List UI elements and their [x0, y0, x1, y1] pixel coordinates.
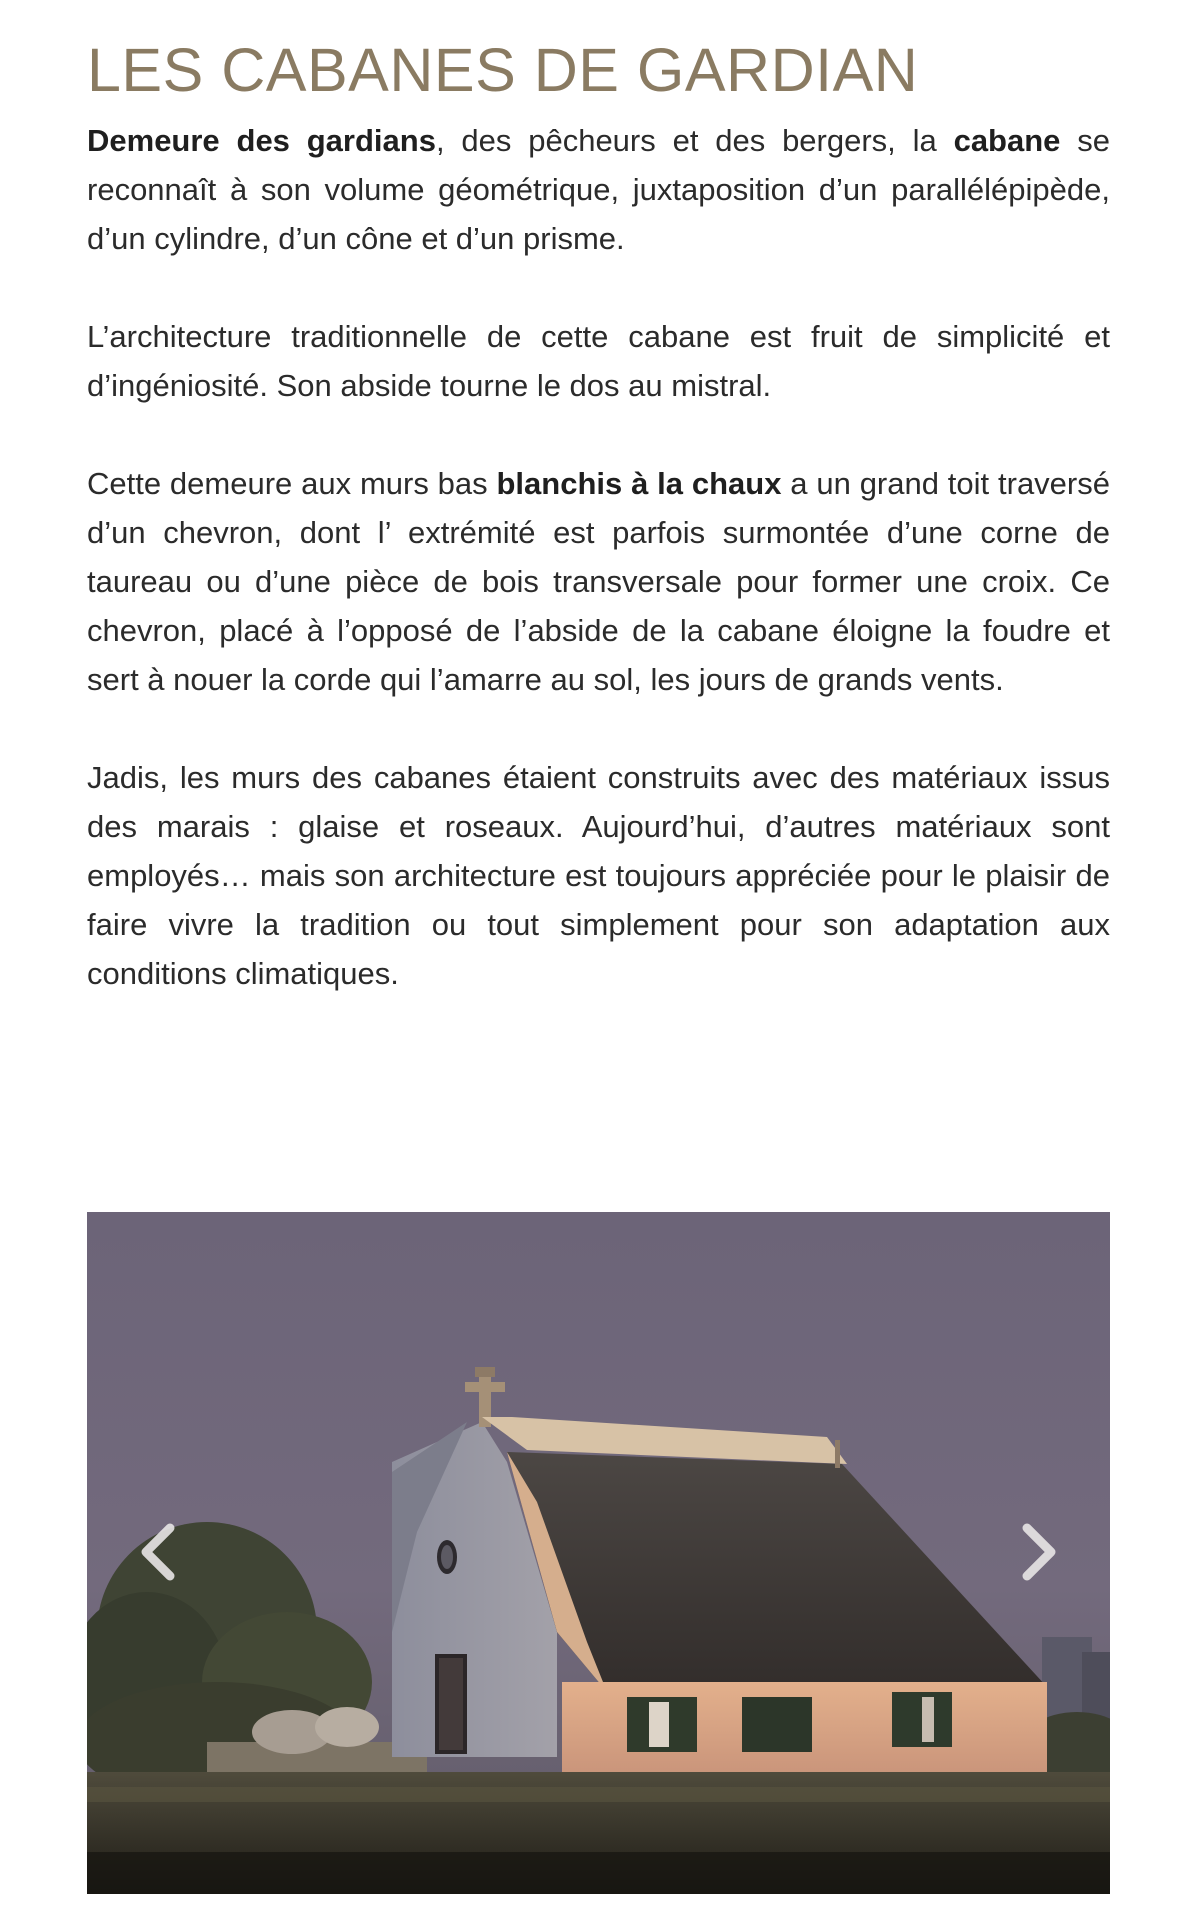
image-carousel[interactable]	[87, 1212, 1110, 1894]
bold-text: Demeure des gardians	[87, 123, 436, 158]
page-title: LES CABANES DE GARDIAN	[87, 36, 919, 104]
bold-text: cabane	[953, 123, 1061, 158]
paragraph-roof: Cette demeure aux murs bas blanchis à la chaux a un grand toit traversé d’un chevron, dont l’ extrémité est parfois surmontée d’une corne de taureau ou d’une pièce de bois transversale pour former une croix. Ce chevron, placé à l’opposé de l’abside de la cabane éloigne la foudre et sert à nouer la corde qui l’amarre au sol, les jours de grands vents.	[87, 466, 1110, 697]
chevron-left-icon	[136, 1522, 180, 1582]
paragraph-intro: Demeure des gardians, des pêcheurs et des bergers, la cabane se reconnaît à son volume géométrique, juxtaposition d’un parallélépipède, d’un cylindre, d’un cône et d’un prisme.	[87, 123, 1110, 256]
paragraph-architecture: L’architecture traditionnelle de cette cabane est fruit de simplicité et d’ingéniosité. Son abside tourne le dos au mistral.	[87, 319, 1110, 403]
cabane-photo	[87, 1212, 1110, 1894]
carousel-next-button[interactable]	[1004, 1512, 1074, 1592]
article	[87, 0, 1110, 998]
carousel-prev-button[interactable]	[123, 1512, 193, 1592]
bold-text: blanchis à la chaux	[496, 466, 782, 501]
paragraph-materials: Jadis, les murs des cabanes étaient construits avec des matériaux issus des marais : glaise et roseaux. Aujourd’hui, d’autres matériaux sont employés… mais son architecture est toujours appréciée pour le plaisir de faire vivre la tradition ou tout simplement pour son adaptation aux conditions climatiques.	[87, 760, 1110, 991]
chevron-right-icon	[1017, 1522, 1061, 1582]
